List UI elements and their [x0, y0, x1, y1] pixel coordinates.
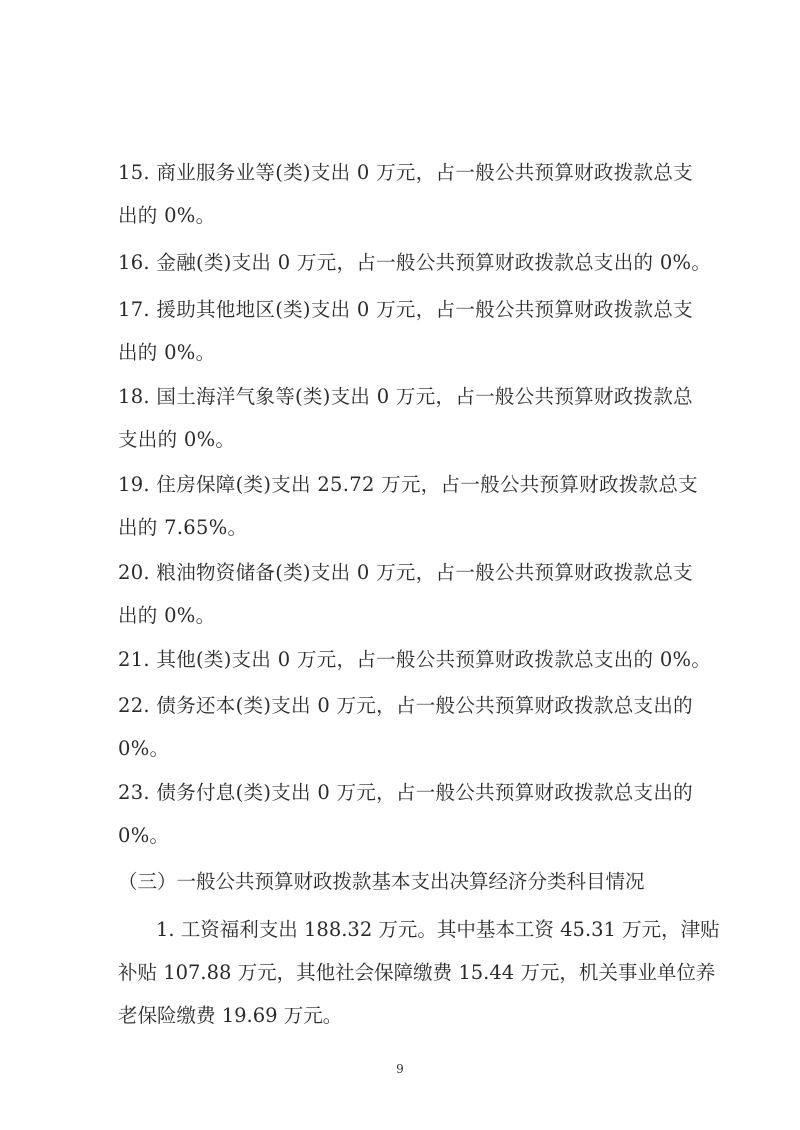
item-22 — [118, 684, 708, 770]
subitem-1-line-3: 老保险缴费 19.69 万元。 — [118, 1004, 343, 1027]
item-20-line-1: 20. 粮油物资储备(类)支出 0 万元，占一般公共预算财政拨款总支 — [118, 561, 693, 584]
item-21-line-1: 21. 其他(类)支出 0 万元，占一般公共预算财政拨款总支出的 0%。 — [118, 648, 712, 671]
item-16-line-1: 16. 金融(类)支出 0 万元，占一般公共预算财政拨款总支出的 0%。 — [118, 251, 712, 274]
item-19 — [118, 463, 708, 549]
item-23-line-2: 0%。 — [118, 824, 170, 847]
item-19-line-1: 19. 住房保障(类)支出 25.72 万元，占一般公共预算财政拨款总支 — [118, 473, 698, 496]
item-17-line-1: 17. 援助其他地区(类)支出 0 万元，占一般公共预算财政拨款总支 — [118, 298, 693, 321]
item-17 — [118, 288, 708, 374]
section-heading: （三）一般公共预算财政拨款基本支出决算经济分类科目情况 — [118, 870, 645, 893]
subitem-1-line-2: 补贴 107.88 万元，其他社会保障缴费 15.44 万元，机关事业单位养 — [118, 961, 716, 984]
item-17-line-2: 出的 0%。 — [118, 341, 216, 364]
item-19-line-2: 出的 7.65%。 — [118, 516, 248, 539]
item-23 — [118, 771, 708, 857]
item-21 — [118, 638, 712, 681]
item-15-line-1: 15. 商业服务业等(类)支出 0 万元，占一般公共预算财政拨款总支 — [118, 161, 693, 184]
item-20-line-2: 出的 0%。 — [118, 604, 216, 627]
item-23-line-1: 23. 债务付息(类)支出 0 万元，占一般公共预算财政拨款总支出的 — [118, 781, 693, 804]
item-15 — [118, 151, 708, 237]
item-15-line-2: 出的 0%。 — [118, 204, 216, 227]
item-20 — [118, 551, 708, 637]
item-22-line-2: 0%。 — [118, 737, 170, 760]
item-18-line-1: 18. 国土海洋气象等(类)支出 0 万元，占一般公共预算财政拨款总 — [118, 385, 693, 408]
subitem-1 — [118, 908, 720, 1037]
item-22-line-1: 22. 债务还本(类)支出 0 万元，占一般公共预算财政拨款总支出的 — [118, 694, 693, 717]
item-18-line-2: 支出的 0%。 — [118, 428, 236, 451]
item-18 — [118, 375, 708, 461]
item-16 — [118, 241, 712, 284]
subitem-1-line-1: 1. 工资福利支出 188.32 万元。其中基本工资 45.31 万元，津贴 — [156, 918, 720, 941]
page-number: 9 — [396, 1062, 404, 1076]
